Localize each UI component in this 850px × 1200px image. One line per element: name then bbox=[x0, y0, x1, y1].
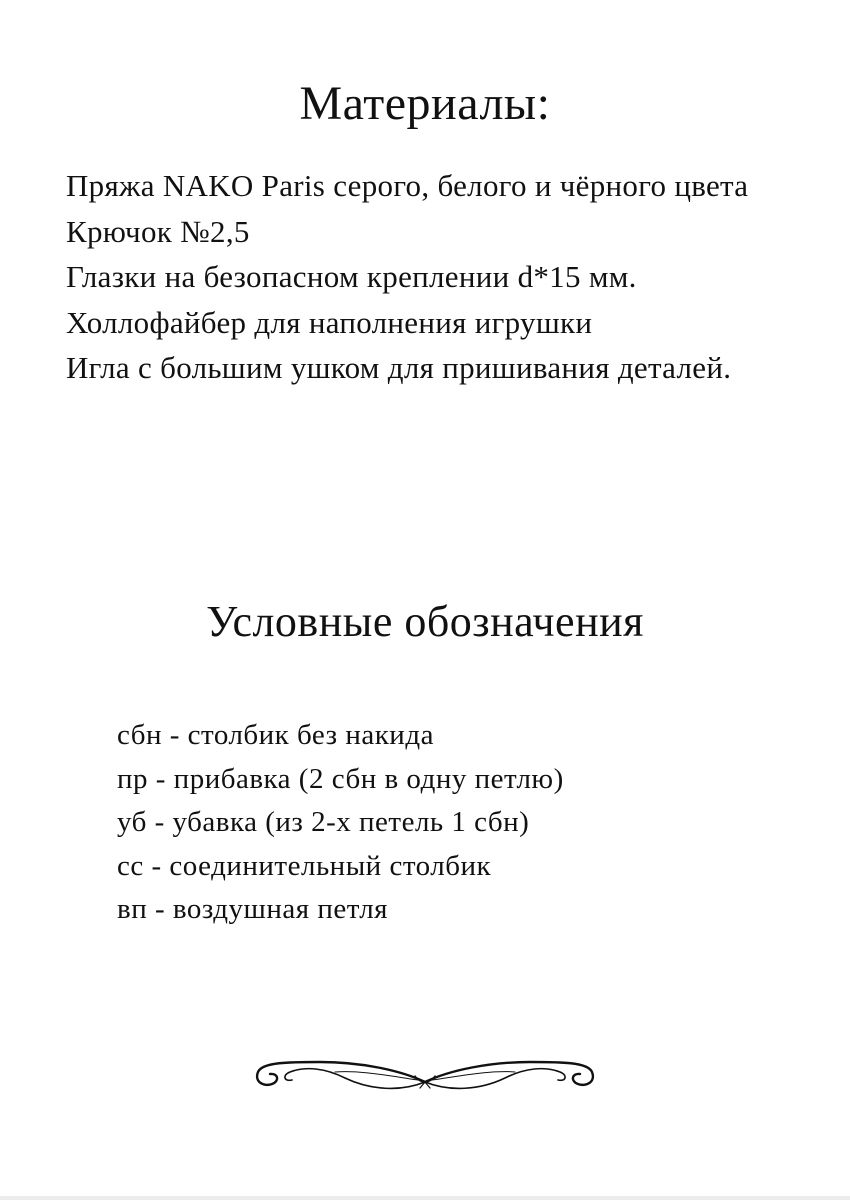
page-bottom-edge bbox=[0, 1196, 850, 1200]
materials-item-hook: Крючок №2,5 bbox=[66, 213, 250, 249]
materials-item-stuffing: Холлофайбер для наполнения игрушки bbox=[66, 304, 593, 340]
flourish-divider-icon bbox=[250, 1040, 600, 1100]
legend-heading: Условные обозначения bbox=[206, 597, 644, 646]
legend-item-pr: пр - прибавка (2 сбн в одну петлю) bbox=[117, 762, 564, 795]
materials-item-yarn: Пряжа NAKO Paris серого, белого и чёрного цвета bbox=[66, 168, 749, 203]
materials-list bbox=[66, 163, 786, 391]
legend-item-sbn: сбн - столбик без накида bbox=[117, 719, 434, 751]
legend-list bbox=[117, 714, 797, 932]
legend-item-ub: уб - убавка (из 2-х петель 1 сбн) bbox=[117, 806, 530, 838]
legend-item-ss: сс - соединительный столбик bbox=[117, 849, 492, 882]
materials-heading: Материалы: bbox=[299, 77, 551, 130]
materials-item-needle: Игла с большим ушком для пришивания деталей. bbox=[66, 350, 732, 385]
legend-item-vp: вп - воздушная петля bbox=[117, 893, 389, 925]
materials-item-eyes: Глазки на безопасном креплении d*15 мм. bbox=[66, 259, 637, 294]
